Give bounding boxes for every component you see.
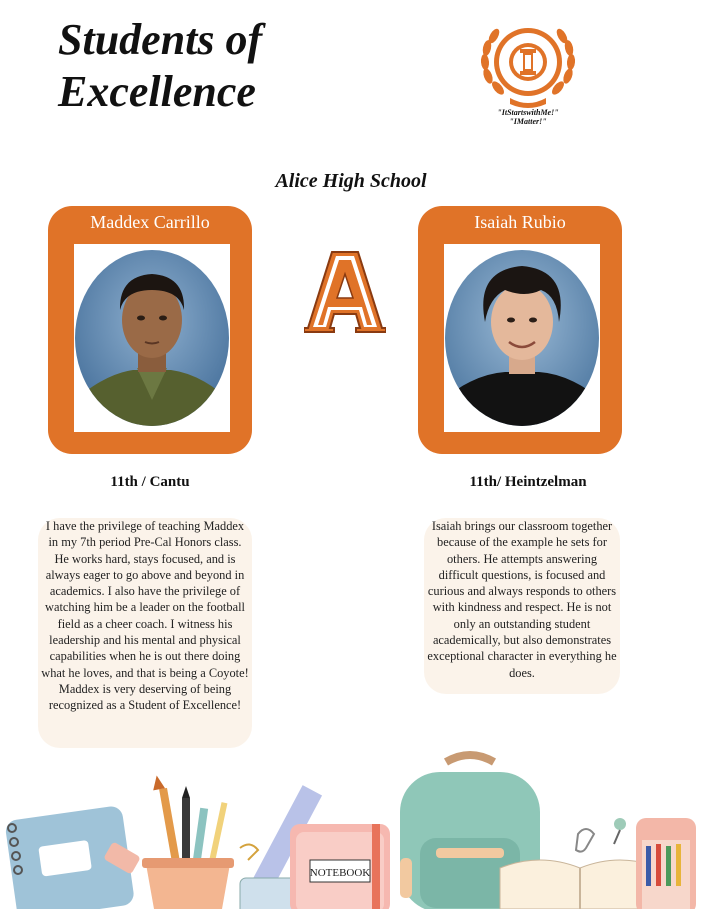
push-pin-icon [614,818,626,844]
title-line-1: Students of [58,15,263,64]
student-bio-text: I have the privilege of teaching Maddex in my 7th period Pre-Cal Honors class. He works hard, stays focused, and is always eager to go above and beyond in academics. I also have the privilege of watching him be a leader on the football field as a cheer coach. I witness his leadership and his mental and physical capabilities when he is out there doing what he loves, and that is being a Coyote! Maddex is very deserving of being recognized as a Student of Excellence! [41,519,249,713]
notebook-label: NOTEBOOK [309,867,371,879]
colored-pencils-icon [636,818,696,909]
paperclip-icon [576,829,594,852]
student-photo [445,250,599,426]
pencil-cup-icon [142,774,234,909]
student-photo [75,250,229,426]
student-name: Isaiah Rubio [474,212,566,232]
notebook-icon [290,824,390,909]
logo-motto [476,108,580,126]
student-grade-teacher: 11th/ Heintzelman [469,474,587,490]
student-name: Maddex Carrillo [90,212,210,232]
student-grade-teacher: 11th / Cantu [110,474,190,490]
district-seal-icon [476,18,580,110]
student-bio [424,518,620,694]
page-title [58,14,378,118]
student-bio-text: Isaiah brings our classroom together because of the example he sets for others. He attempts answering difficult questions, is focused and curious and always responds to others with kindness and respect. He is not only an outstanding student academically, but also demonstrates exceptional character in everything he does. [427,519,617,680]
title-line-2: Excellence [58,67,256,116]
student-card-maddex [48,206,252,454]
district-logo [476,18,580,130]
student-photo-frame [444,244,600,432]
student-photo-frame [74,244,230,432]
student-bio [38,518,252,748]
school-supplies-illustration [0,748,702,909]
logo-motto-line-2: "IMatter!" [509,117,547,126]
paperclip-icon [240,844,258,860]
school-name: Alice High School [275,170,427,192]
school-letter-a-icon [304,248,386,334]
logo-motto-line-1: "ItStartswithMe!" [497,108,559,117]
student-card-isaiah [418,206,622,454]
